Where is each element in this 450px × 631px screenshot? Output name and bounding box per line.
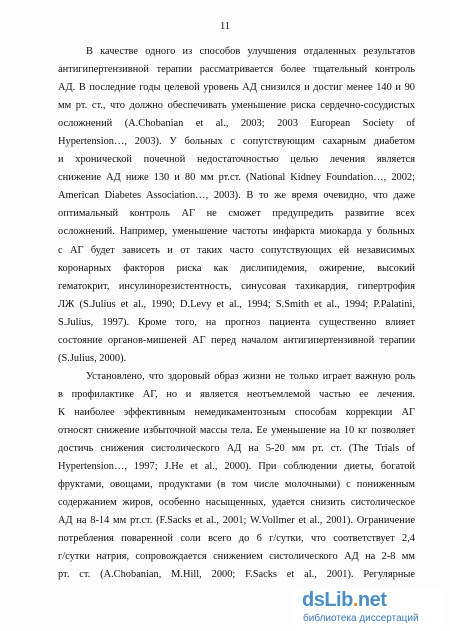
text-line: в профилактике АГ, но и является неотъемлемой частью ее лечения. [58, 388, 415, 400]
text-line: мм рт. ст., что должно обеспечивать уменьшение риска сердечно-сосудистых [58, 100, 415, 112]
text-line: рт. ст. (A.Chobanian, M.Hill, 2000; F.Sacks et al., 2001). Регулярные [58, 569, 415, 581]
text-line: ЛЖ (S.Julius et al., 1990; D.Levy et al., 1994; S.Smith et al., 1994; P.Palatini, [58, 298, 415, 310]
text-line: коронарных факторов риска как дислипидемия, ожирение, высокий [58, 262, 415, 274]
text-line: антигипертензивной терапии рассматривается более тщательный контроль [58, 64, 415, 76]
text-line: осложнений. Например, уменьшение частоты инфаркта миокарда у больных [58, 226, 415, 238]
text-line: S.Julius, 1997). Кроме того, на прогноз пациента существенно влияет [58, 316, 415, 328]
text-line: В качестве одного из способов улучшения отдаленных результатов [86, 46, 415, 57]
watermark-logo [302, 589, 386, 612]
watermark [294, 587, 444, 627]
text-line: (S.Julius, 2000). [58, 352, 127, 364]
text-line: American Diabetes Association…, 2003). В то же время очевидно, что даже [58, 190, 415, 202]
text-line: Hypertension…, 1997; J.He et al., 2000). При соблюдении диеты, богатой [58, 461, 415, 473]
watermark-logo-dot: . [352, 589, 358, 611]
text-line: гематокрит, инсулинорезистентность, синусовая тахикардия, гипертрофия [58, 280, 415, 292]
text-line: фруктами, овощами, продуктами (в том числе молочными) с пониженным [58, 479, 415, 491]
text-line: снижение АД ниже 130 и 80 мм рт.ст. (National Kidney Foundation…, 2002; [58, 172, 415, 184]
text-line: АД. В последние годы целевой уровень АД снизился и достиг менее 140 и 90 [58, 82, 415, 94]
page-number: 11 [219, 21, 231, 32]
text-line: АД на 8-14 мм рт.ст. (F.Sacks et al., 2001; W.Vollmer et al., 2001). Ограничение [58, 515, 415, 527]
text-line: осложнений (A.Chobanian et al., 2003; 2003 European Society of [58, 118, 415, 130]
text-line: г/сутки натрия, сопровождается снижением систолического АД на 2-8 мм [58, 551, 415, 563]
text-line: потребления поваренной соли всего до 6 г/сутки, что соответствует 2,4 [58, 533, 415, 545]
watermark-tagline: библиотека диссертаций [303, 613, 419, 624]
text-line: состояние органов-мишеней АГ перед началом антигипертензивной терапии [58, 334, 415, 346]
body-text [58, 43, 415, 584]
text-line: достичь снижения систолического АД на 5-20 мм рт. ст. (The Trials of [58, 443, 415, 455]
text-line: с АГ будет зависеть и от таких часто сопутствующих ей независимых [58, 244, 415, 256]
watermark-logo-main: dsLib [302, 589, 353, 611]
text-line: и хронической почечной недостаточностью целью лечения является [58, 154, 415, 166]
text-line: Установлено, что здоровый образ жизни не только играет важную роль [86, 370, 415, 382]
text-line: содержанием жиров, особенно насыщенных, удается снизить систолическое [58, 497, 415, 509]
text-line: К наиболее эффективным немедикаментозным способам коррекции АГ [58, 406, 415, 418]
text-line: относят снижение избыточной массы тела. Ее уменьшение на 10 кг позволяет [58, 424, 415, 436]
text-line: Hypertension…, 2003). У больных с сопутствующим сахарным диабетом [58, 136, 415, 148]
watermark-logo-tld: net [357, 589, 387, 611]
text-line: оптимальный контроль АГ не сможет предупредить развитие всех [58, 208, 415, 220]
